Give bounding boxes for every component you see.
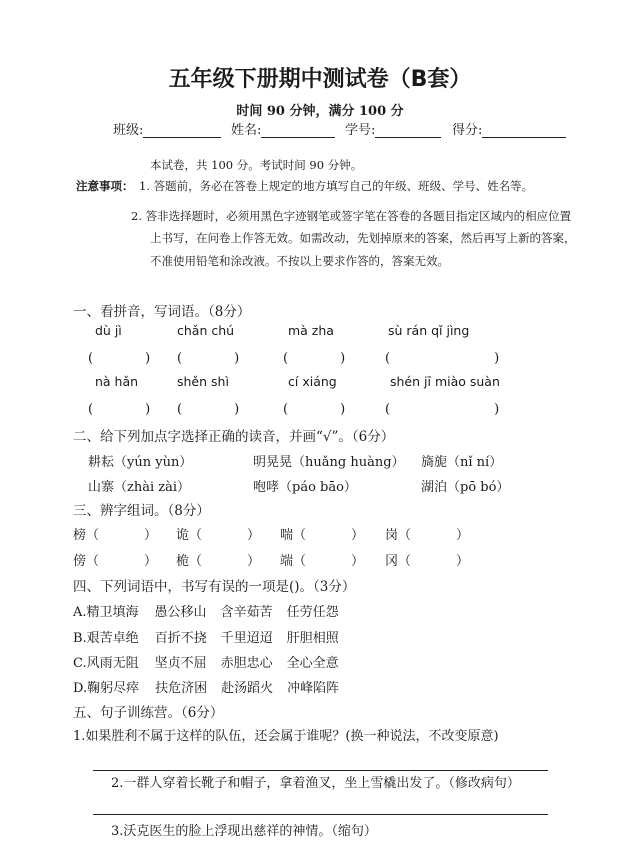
answer-1-2[interactable]: ( )	[177, 351, 240, 366]
reading-choice-2[interactable]: 明晃晃（huǎng huàng）	[253, 455, 405, 470]
sentence-question-2: 2.一群人穿着长靴子和帽子，拿着渔叉，坐上雪橇出发了。（修改病句）	[111, 776, 520, 791]
option-d[interactable]: D.鞠躬尽瘁 扶危济困 赴汤蹈火 冲峰陷阵	[73, 681, 340, 696]
option-b[interactable]: B.艰苦卓绝 百折不挠 千里迢迢 肝胆相照	[73, 631, 339, 646]
pinyin-2-1: nà hǎn	[95, 374, 139, 389]
note-2-line-3: 不准使用铅笔和涂改液。不按以上要求作答的，答案无效。	[150, 254, 449, 268]
student-id-label: 学号:	[345, 123, 376, 138]
answer-2-4[interactable]: ( )	[385, 402, 500, 417]
reading-choice-3[interactable]: 旖旎（nǐ ní）	[421, 455, 503, 470]
note-1: 1. 答题前，务必在答卷上规定的地方填写自己的年级、班级、学号、姓名等。	[139, 179, 534, 193]
option-a[interactable]: A.精卫填海 愚公移山 含辛茹苦 任劳任怨	[73, 605, 339, 620]
pinyin-2-2: shěn shì	[177, 374, 229, 389]
char-word-4[interactable]: 岗（ ）	[385, 528, 470, 543]
pinyin-1-2: chǎn chú	[177, 323, 235, 338]
answer-1-3[interactable]: ( )	[283, 351, 346, 366]
pinyin-2-4: shén jī miào suàn	[390, 374, 500, 389]
score-field[interactable]	[452, 119, 566, 138]
pinyin-1-1: dù jì	[95, 323, 122, 338]
pinyin-1-3: mà zha	[288, 323, 334, 338]
class-field[interactable]	[113, 119, 221, 138]
sentence-question-3: 3.沃克医生的脸上浮现出慈祥的神情。（缩句）	[111, 824, 377, 839]
notes-intro: 本试卷，共 100 分。考试时间 90 分钟。	[150, 158, 363, 172]
page-title: 五年级下册期中测试卷（B套）	[168, 67, 472, 92]
char-word-6[interactable]: 桅（ ）	[176, 554, 261, 569]
section-2-heading: 二、给下列加点字选择正确的读音，并画“√”。（6分）	[73, 429, 395, 445]
char-word-7[interactable]: 端（ ）	[280, 554, 365, 569]
answer-line-1[interactable]	[93, 770, 548, 771]
section-5-heading: 五、句子训练营。（6分）	[73, 705, 224, 721]
reading-choice-5[interactable]: 咆哮（páo bāo）	[253, 480, 357, 495]
answer-2-2[interactable]: ( )	[177, 402, 240, 417]
section-3-heading: 三、辨字组词。（8分）	[73, 503, 210, 519]
char-word-3[interactable]: 喘（ ）	[280, 528, 365, 543]
option-c[interactable]: C.风雨无阻 坚贞不屈 赤胆忠心 全心全意	[73, 656, 339, 671]
name-label: 姓名:	[231, 123, 262, 138]
answer-2-1[interactable]: ( )	[88, 402, 151, 417]
score-label: 得分:	[452, 123, 483, 138]
answer-2-3[interactable]: ( )	[283, 402, 346, 417]
section-1-heading: 一、看拼音，写词语。（8分）	[73, 304, 251, 320]
exam-time: 时间 90 分钟，满分 100 分	[236, 104, 404, 119]
note-2-line-1: 2. 答非选择题时，必须用黑色字迹钢笔或签字笔在答卷的各题目指定区域内的相应位置	[131, 209, 572, 223]
sentence-question-1: 1.如果胜利不属于这样的队伍，还会属于谁呢？(换一种说法，不改变原意)	[73, 729, 499, 744]
char-word-5[interactable]: 傍（ ）	[73, 554, 158, 569]
char-word-8[interactable]: 冈（ ）	[385, 554, 470, 569]
reading-choice-4[interactable]: 山寨（zhài zài）	[88, 480, 191, 495]
answer-line-2[interactable]	[93, 814, 548, 815]
char-word-2[interactable]: 诡（ ）	[176, 528, 261, 543]
answer-1-4[interactable]: ( )	[385, 351, 500, 366]
notes-label: 注意事项：	[76, 179, 134, 193]
reading-choice-1[interactable]: 耕耘（yún yùn）	[88, 455, 193, 470]
reading-choice-6[interactable]: 湖泊（pō bó）	[421, 480, 510, 495]
char-word-1[interactable]: 榜（ ）	[73, 528, 158, 543]
answer-1-1[interactable]: ( )	[88, 351, 151, 366]
pinyin-2-3: cí xiáng	[288, 374, 337, 389]
student-id-field[interactable]	[345, 119, 441, 138]
name-field[interactable]	[231, 119, 335, 138]
note-2-line-2: 上书写，在问卷上作答无效。如需改动，先划掉原来的答案，然后再写上新的答案，	[150, 231, 576, 245]
pinyin-1-4: sù rán qǐ jìng	[388, 323, 470, 338]
class-label: 班级:	[113, 123, 144, 138]
section-4-heading: 四、下列词语中，书写有误的一项是()。（3分）	[73, 579, 356, 595]
